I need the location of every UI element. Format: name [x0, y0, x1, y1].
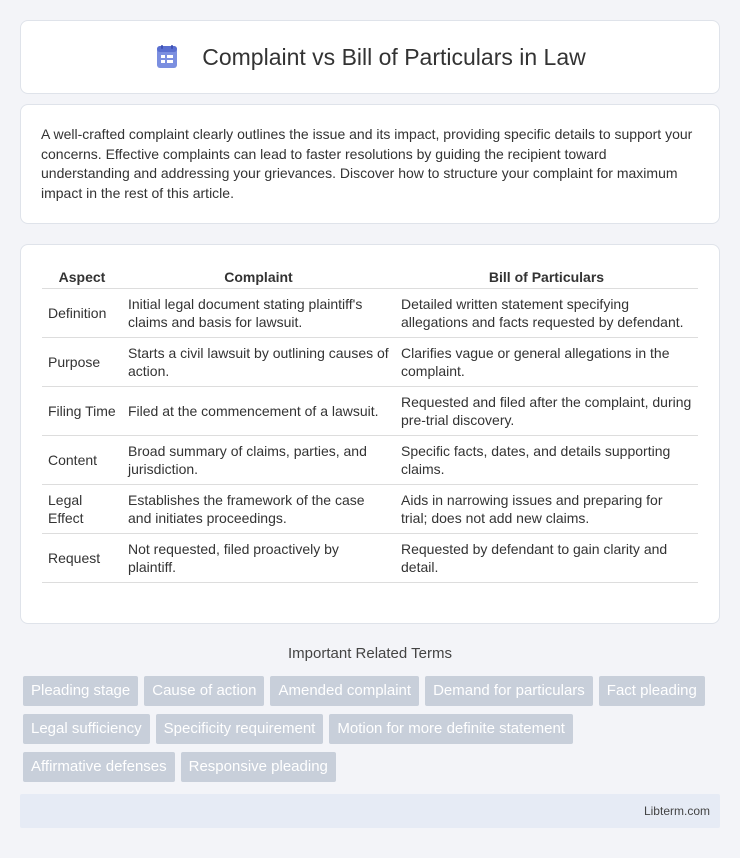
related-term-tag[interactable]: Legal sufficiency	[23, 714, 150, 744]
header-complaint: Complaint	[122, 265, 395, 289]
related-terms-title: Important Related Terms	[288, 645, 452, 662]
complaint-cell: Filed at the commencement of a lawsuit.	[122, 387, 395, 436]
complaint-cell: Not requested, filed proactively by plaintiff.	[122, 534, 395, 583]
table-row	[42, 338, 698, 387]
aspect-cell: Request	[42, 534, 122, 583]
table-header-row	[42, 265, 698, 289]
footer-site-link[interactable]: Libterm.com	[643, 804, 710, 818]
table-row	[42, 534, 698, 583]
complaint-cell: Starts a civil lawsuit by outlining causes of action.	[122, 338, 395, 387]
related-term-tag[interactable]: Demand for particulars	[425, 676, 593, 706]
bill-cell: Detailed written statement specifying allegations and facts requested by defendant.	[395, 289, 698, 338]
bill-cell: Specific facts, dates, and details supporting claims.	[395, 436, 698, 485]
comparison-table	[42, 265, 698, 583]
complaint-cell: Broad summary of claims, parties, and jurisdiction.	[122, 436, 395, 485]
table-row	[42, 436, 698, 485]
intro-text: A well-crafted complaint clearly outlines the issue and its impact, providing specific details to support your concerns. Effective complaints can lead to faster resolutions by guiding the recipient toward understanding and addressing your grievances. Discover how to structure your complaint for maximum impact in the rest of this article.	[41, 126, 693, 201]
related-term-tag[interactable]: Specificity requirement	[156, 714, 324, 744]
table-row	[42, 485, 698, 534]
related-term-tag[interactable]: Pleading stage	[23, 676, 138, 706]
comparison-table-card	[20, 244, 720, 624]
aspect-cell: Content	[42, 436, 122, 485]
page-title: Complaint vs Bill of Particulars in Law	[202, 43, 586, 70]
footer	[20, 794, 720, 828]
complaint-cell: Establishes the framework of the case and initiates proceedings.	[122, 485, 395, 534]
bill-cell: Aids in narrowing issues and preparing for trial; does not add new claims.	[395, 485, 698, 534]
complaint-cell: Initial legal document stating plaintiff's claims and basis for lawsuit.	[122, 289, 395, 338]
aspect-cell: Filing Time	[42, 387, 122, 436]
related-term-tag[interactable]: Responsive pleading	[181, 752, 336, 782]
document-icon	[154, 44, 180, 70]
related-term-tag[interactable]: Cause of action	[144, 676, 264, 706]
title-card	[20, 20, 720, 94]
related-terms-list	[23, 676, 723, 790]
related-term-tag[interactable]: Motion for more definite statement	[329, 714, 573, 744]
aspect-cell: Legal Effect	[42, 485, 122, 534]
bill-cell: Requested by defendant to gain clarity and detail.	[395, 534, 698, 583]
aspect-cell: Purpose	[42, 338, 122, 387]
bill-cell: Requested and filed after the complaint, during pre-trial discovery.	[395, 387, 698, 436]
header-aspect: Aspect	[42, 265, 122, 289]
bill-cell: Clarifies vague or general allegations in the complaint.	[395, 338, 698, 387]
intro-card	[20, 104, 720, 224]
related-term-tag[interactable]: Fact pleading	[599, 676, 705, 706]
related-term-tag[interactable]: Amended complaint	[270, 676, 419, 706]
related-term-tag[interactable]: Affirmative defenses	[23, 752, 175, 782]
aspect-cell: Definition	[42, 289, 122, 338]
header-bill-of-particulars: Bill of Particulars	[395, 265, 698, 289]
table-row	[42, 387, 698, 436]
table-row	[42, 289, 698, 338]
